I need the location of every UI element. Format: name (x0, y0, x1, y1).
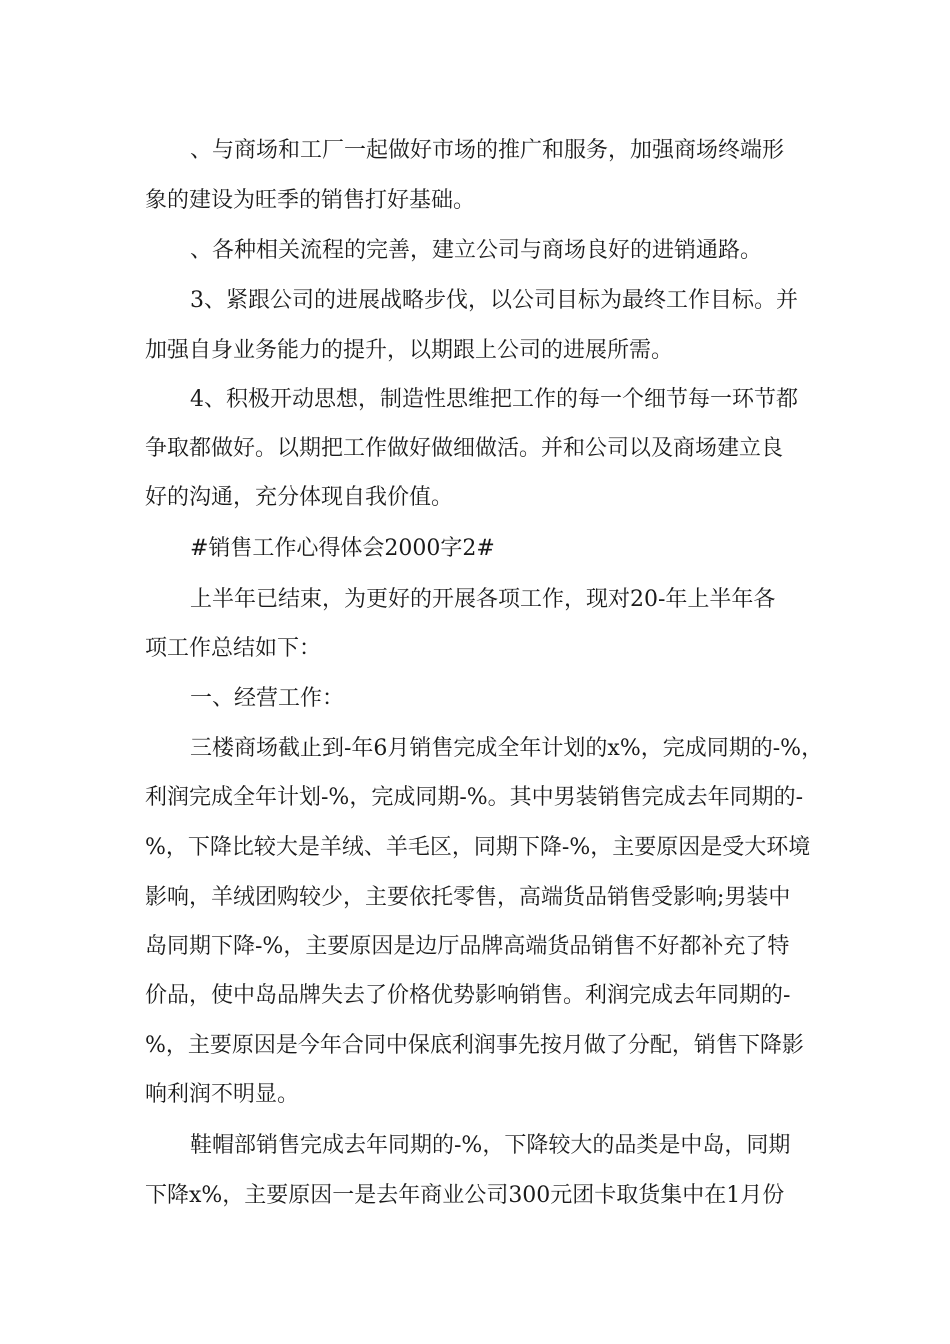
paragraph-line: 象的建设为旺季的销售打好基础。 (145, 188, 476, 213)
paragraph-line: 项工作总结如下： (145, 636, 322, 661)
paragraph-line: %，下降比较大是羊绒、羊毛区，同期下降-%，主要原因是受大环境 (145, 835, 811, 860)
paragraph-line: 鞋帽部销售完成去年同期的-%，下降较大的品类是中岛，同期 (190, 1133, 791, 1158)
paragraph-line: 、与商场和工厂一起做好市场的推广和服务，加强商场终端形 (190, 138, 785, 163)
section-heading: #销售工作心得体会2000字2# (190, 536, 495, 561)
paragraph-line: 下降x%，主要原因一是去年商业公司300元团卡取货集中在1月份 (145, 1183, 785, 1208)
paragraph-line: 岛同期下降-%，主要原因是边厅品牌高端货品销售不好都补充了特 (145, 934, 790, 959)
paragraph-line: 影响，羊绒团购较少，主要依托零售，高端货品销售受影响;男装中 (145, 885, 791, 910)
paragraph-line: 响利润不明显。 (145, 1082, 300, 1107)
paragraph-line: 、各种相关流程的完善，建立公司与商场良好的进销通路。 (190, 238, 763, 263)
paragraph-line: 争取都做好。以期把工作做好做细做活。并和公司以及商场建立良 (145, 436, 784, 461)
paragraph-line: 4、积极开动思想，制造性思维把工作的每一个细节每一环节都 (190, 387, 798, 412)
paragraph-line: 价品，使中岛品牌失去了价格优势影响销售。利润完成去年同期的- (145, 983, 791, 1008)
paragraph-line: 3、紧跟公司的进展战略步伐，以公司目标为最终工作目标。并 (190, 288, 798, 313)
paragraph-line: 三楼商场截止到-年6月销售完成全年计划的x%，完成同期的-%， (190, 736, 824, 761)
paragraph-line: 上半年已结束，为更好的开展各项工作，现对20-年上半年各 (190, 587, 776, 612)
subsection-heading: 一、经营工作： (190, 686, 345, 711)
paragraph-line: 加强自身业务能力的提升，以期跟上公司的进展所需。 (145, 338, 674, 363)
paragraph-line: 好的沟通，充分体现自我价值。 (145, 485, 454, 510)
paragraph-line: 利润完成全年计划-%，完成同期-%。其中男装销售完成去年同期的- (145, 785, 804, 810)
paragraph-line: %，主要原因是今年合同中保底利润事先按月做了分配，销售下降影 (145, 1033, 804, 1058)
